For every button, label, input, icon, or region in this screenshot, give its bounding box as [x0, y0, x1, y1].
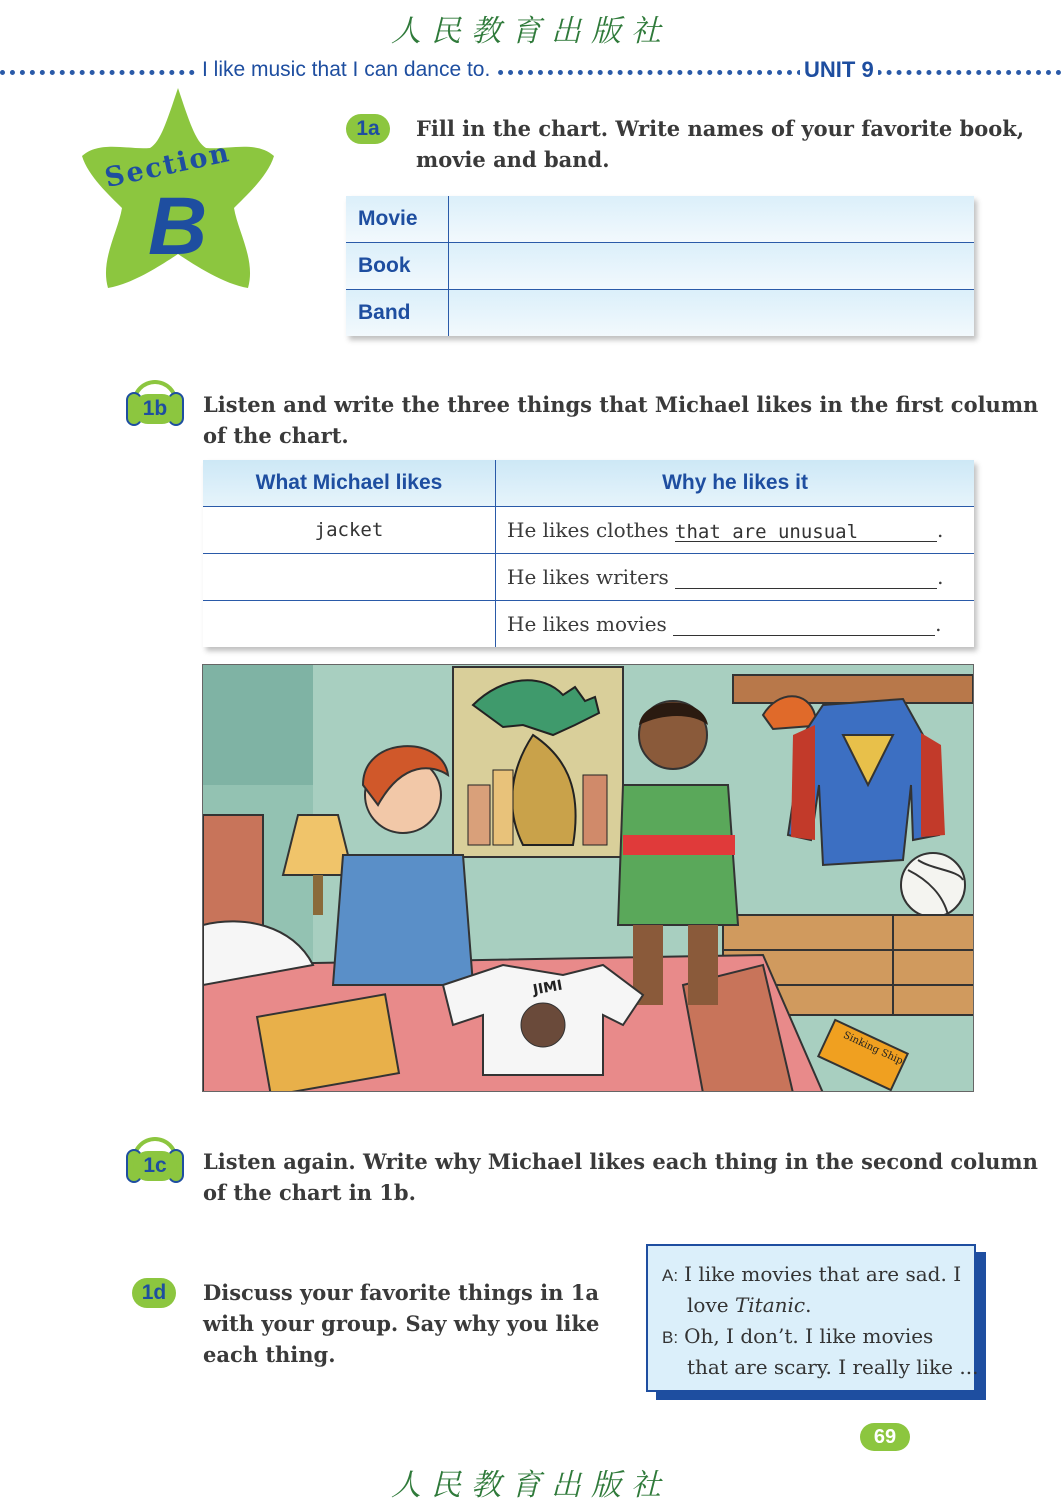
dialogue-b-line2: [687, 1355, 978, 1379]
reason-cell: He likes movies .: [507, 612, 942, 636]
reason-prefix: He likes clothes: [507, 518, 669, 542]
instruction-line: Fill in the chart. Write names of your favorite book,: [416, 116, 1025, 141]
table-row: [346, 290, 974, 336]
activity-1d-instruction: [203, 1277, 599, 1370]
answer-blank[interactable]: [673, 613, 935, 636]
activity-1b-instruction: [203, 389, 1038, 451]
reason-cell: He likes writers .: [507, 565, 944, 589]
answer-text: that are unusual: [675, 521, 859, 543]
activity-1c-label: 1c: [133, 1151, 177, 1181]
row-label-book: Book: [358, 254, 411, 277]
activity-1d-badge: 1d: [132, 1278, 176, 1308]
answer-blank[interactable]: [675, 519, 937, 542]
instruction-line: Listen and write the three things that Michael likes in the first column: [203, 392, 1039, 417]
table-row: [346, 196, 974, 243]
speaker-b: B:: [662, 1328, 679, 1347]
publisher-watermark-top: 人民教育出版社: [391, 14, 671, 49]
dialogue-text: Oh, I don’t. I like movies: [684, 1324, 934, 1348]
header-unit: UNIT 9: [800, 57, 878, 83]
activity-1b-label: 1b: [133, 394, 177, 424]
table-row: [203, 507, 974, 554]
instruction-line: of the chart.: [203, 423, 349, 448]
page-number: 69: [860, 1423, 910, 1451]
favorites-table: [346, 196, 974, 336]
band-answer-cell[interactable]: [450, 290, 974, 336]
movie-title: Titanic: [734, 1293, 806, 1317]
table-header-row: [203, 460, 974, 507]
header-dotted-rule: [0, 70, 1062, 75]
michael-likes-table: [203, 460, 974, 647]
column-divider: [448, 196, 449, 336]
answer-blank[interactable]: [675, 566, 937, 589]
dialogue-box: [646, 1244, 979, 1392]
dialogue-text: love: [687, 1293, 735, 1317]
section-badge: [78, 84, 278, 294]
publisher-watermark-bottom: 人民教育出版社: [391, 1468, 671, 1503]
activity-1c-instruction: [203, 1146, 1038, 1208]
section-letter: B: [148, 181, 208, 272]
instruction-line: each thing.: [203, 1342, 336, 1367]
dialogue-b-line1: [662, 1324, 933, 1348]
bedroom-scene: [203, 665, 974, 1092]
instruction-line: Discuss your favorite things in 1a: [203, 1280, 599, 1305]
reason-prefix: He likes writers: [507, 565, 669, 589]
book-answer-cell[interactable]: [450, 243, 974, 289]
reason-cell: He likes clothes that are unusual .: [507, 518, 944, 543]
header-title: I like music that I can dance to.: [198, 58, 494, 82]
bedroom-illustration: [202, 664, 974, 1092]
speaker-a: A:: [662, 1266, 679, 1285]
activity-1a-instruction: [416, 113, 1024, 175]
table-row: [346, 243, 974, 290]
section-word: Section: [102, 137, 234, 194]
table-row: [203, 554, 974, 601]
instruction-line: with your group. Say why you like: [203, 1311, 600, 1336]
book-title-text: Sinking Ship: [841, 1029, 905, 1068]
dialogue-text: I like movies that are sad. I: [684, 1262, 962, 1286]
column-divider: [495, 460, 496, 647]
table-row: [203, 601, 974, 647]
reason-prefix: He likes movies: [507, 612, 667, 636]
item-cell: jacket: [314, 519, 384, 541]
row-label-movie: Movie: [358, 207, 418, 230]
header-what-michael-likes: What Michael likes: [255, 471, 443, 494]
instruction-line: of the chart in 1b.: [203, 1180, 416, 1205]
header-why-he-likes-it: Why he likes it: [662, 471, 808, 494]
activity-1b-badge: [126, 390, 184, 422]
instruction-line: Listen again. Write why Michael likes each thing in the second column: [203, 1149, 1038, 1174]
row-label-band: Band: [358, 301, 411, 324]
dialogue-a-line2: [687, 1293, 811, 1317]
activity-1a-badge: 1a: [346, 114, 390, 144]
shirt-text: JIMI: [531, 977, 564, 999]
instruction-line: movie and band.: [416, 147, 610, 172]
dialogue-text: that are scary. I really like ...: [687, 1355, 979, 1379]
activity-1c-badge: [126, 1147, 184, 1179]
movie-answer-cell[interactable]: [450, 196, 974, 242]
dialogue-a-line1: [662, 1262, 961, 1286]
dialogue-text: .: [805, 1293, 812, 1317]
